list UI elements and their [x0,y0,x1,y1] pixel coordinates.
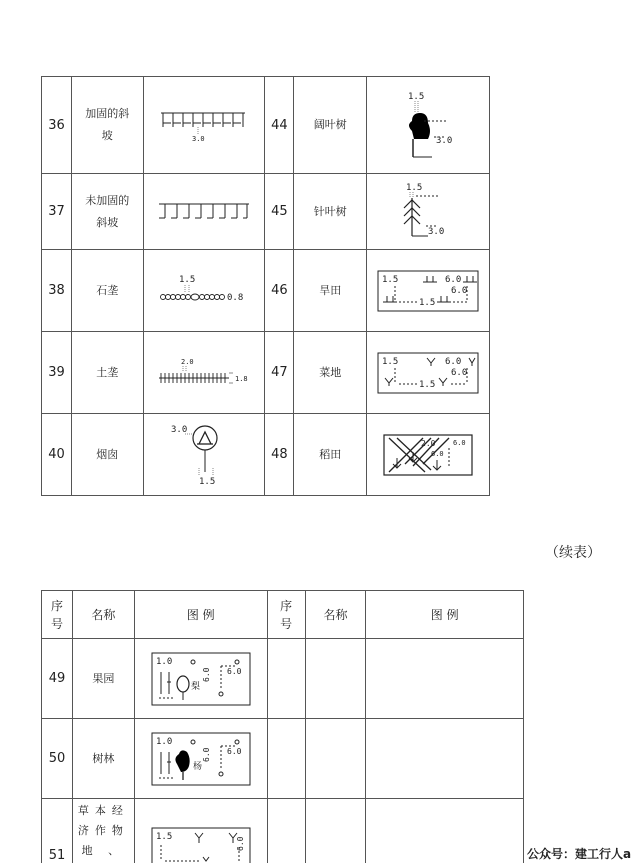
dim-label: 1.5 [155,831,172,842]
dim-label: 3.0 [192,135,205,143]
stone-ridge-symbol [143,250,265,332]
header-name: 名称 [72,591,134,639]
table-row [42,250,490,332]
symbol-table-2 [41,590,524,863]
broadleaf-tree-symbol [367,77,490,174]
dim-label: 3.0 [428,226,445,237]
orchard-symbol [134,639,267,719]
dry-field-symbol [367,250,490,332]
dim-label: 1.5 [419,379,436,390]
row-number: 37 [42,174,72,250]
row-number: 49 [42,639,73,719]
dim-label: 6.0 [451,367,468,378]
symbol-name: 草本经 济作物 地 、 [72,799,134,863]
dim-label: 1.5 [408,92,425,102]
dim-label: 1.5 [199,476,216,487]
header-legend: 图 例 [366,591,524,639]
symbol-name: 烟囱 [71,414,143,496]
row-number: 36 [42,77,72,174]
dim-label: 1.5 [406,182,423,193]
symbol-name: 树林 [72,719,134,799]
chimney-symbol [143,414,265,496]
dim-label: 1.8 [235,374,248,383]
empty-cell [267,799,305,863]
dim-label: 6.0 [201,747,211,762]
dim-label: 6.0 [445,274,462,285]
cash-crop-symbol [134,799,267,863]
dim-label: 6.0 [201,667,211,682]
symbol-name: 菜地 [294,332,367,414]
empty-cell [366,719,524,799]
paddy-field-symbol [367,414,490,496]
reinforced-slope-symbol [143,77,265,174]
continued-label: （续表） [545,545,601,561]
dim-label: 1.0 [155,736,172,747]
symbol-name: 针叶树 [294,174,367,250]
row-number: 39 [42,332,72,414]
dim-label: 2.0 [421,438,436,448]
symbol-name: 阔叶树 [294,77,367,174]
footer-watermark: 公众号：建工行人a [527,847,632,861]
table-row [42,719,524,799]
vegetable-plot-symbol [367,332,490,414]
empty-cell [366,639,524,719]
table-row [42,174,490,250]
row-number: 48 [265,414,294,496]
dim-label: 1.5 [179,274,196,285]
empty-cell [267,639,305,719]
dim-label: 3.0 [171,424,188,435]
dim-label: 6.0 [451,285,468,296]
empty-cell [305,719,366,799]
unreinforced-slope-symbol [143,174,265,250]
header-seq: 序 号 [267,591,305,639]
dim-label: 6.0 [226,666,242,676]
row-number: 47 [265,332,294,414]
row-number: 45 [265,174,294,250]
symbol-name: 果园 [72,639,134,719]
empty-cell [267,719,305,799]
dim-label: 2.0 [181,357,194,366]
row-number: 50 [42,719,73,799]
symbol-name: 未加固的 斜坡 [71,174,143,250]
table-header-row [42,591,524,639]
table-row [42,639,524,719]
symbol-name: 稻田 [294,414,367,496]
dim-label: 6.0 [226,746,242,756]
row-number: 38 [42,250,72,332]
woodland-symbol [134,719,267,799]
row-number: 40 [42,414,72,496]
conifer-tree-symbol [367,174,490,250]
symbol-name: 石垄 [71,250,143,332]
dim-label: 1.5 [419,297,436,308]
table-row [42,332,490,414]
table-row [42,799,524,863]
row-number: 44 [265,77,294,174]
empty-cell [366,799,524,863]
dim-label: 1.5 [382,356,399,367]
table-row [42,77,490,174]
symbol-name: 旱田 [294,250,367,332]
row-number: 46 [265,250,294,332]
header-seq: 序 号 [42,591,73,639]
symbol-table-1 [41,76,490,496]
symbol-name: 土垄 [71,332,143,414]
woodland-label: 杨 [192,761,202,772]
symbol-name: 加固的斜 坡 [71,77,143,174]
dim-label: 6.0 [431,449,444,458]
earth-ridge-symbol [143,332,265,414]
empty-cell [305,799,366,863]
dim-label: 0.8 [227,292,244,303]
row-number: 51 [42,799,73,863]
header-name: 名称 [305,591,366,639]
dim-label: 6.0 [445,356,462,367]
dim-label: 3.0 [436,136,453,146]
empty-cell [305,639,366,719]
dim-label: 6.0 [453,438,466,447]
dim-label: 1.5 [382,274,399,285]
header-legend: 图 例 [134,591,267,639]
dim-label: 1.0 [155,656,172,667]
table-row [42,414,490,496]
orchard-label: 梨 [190,681,200,692]
dim-label: 6.0 [235,836,245,851]
